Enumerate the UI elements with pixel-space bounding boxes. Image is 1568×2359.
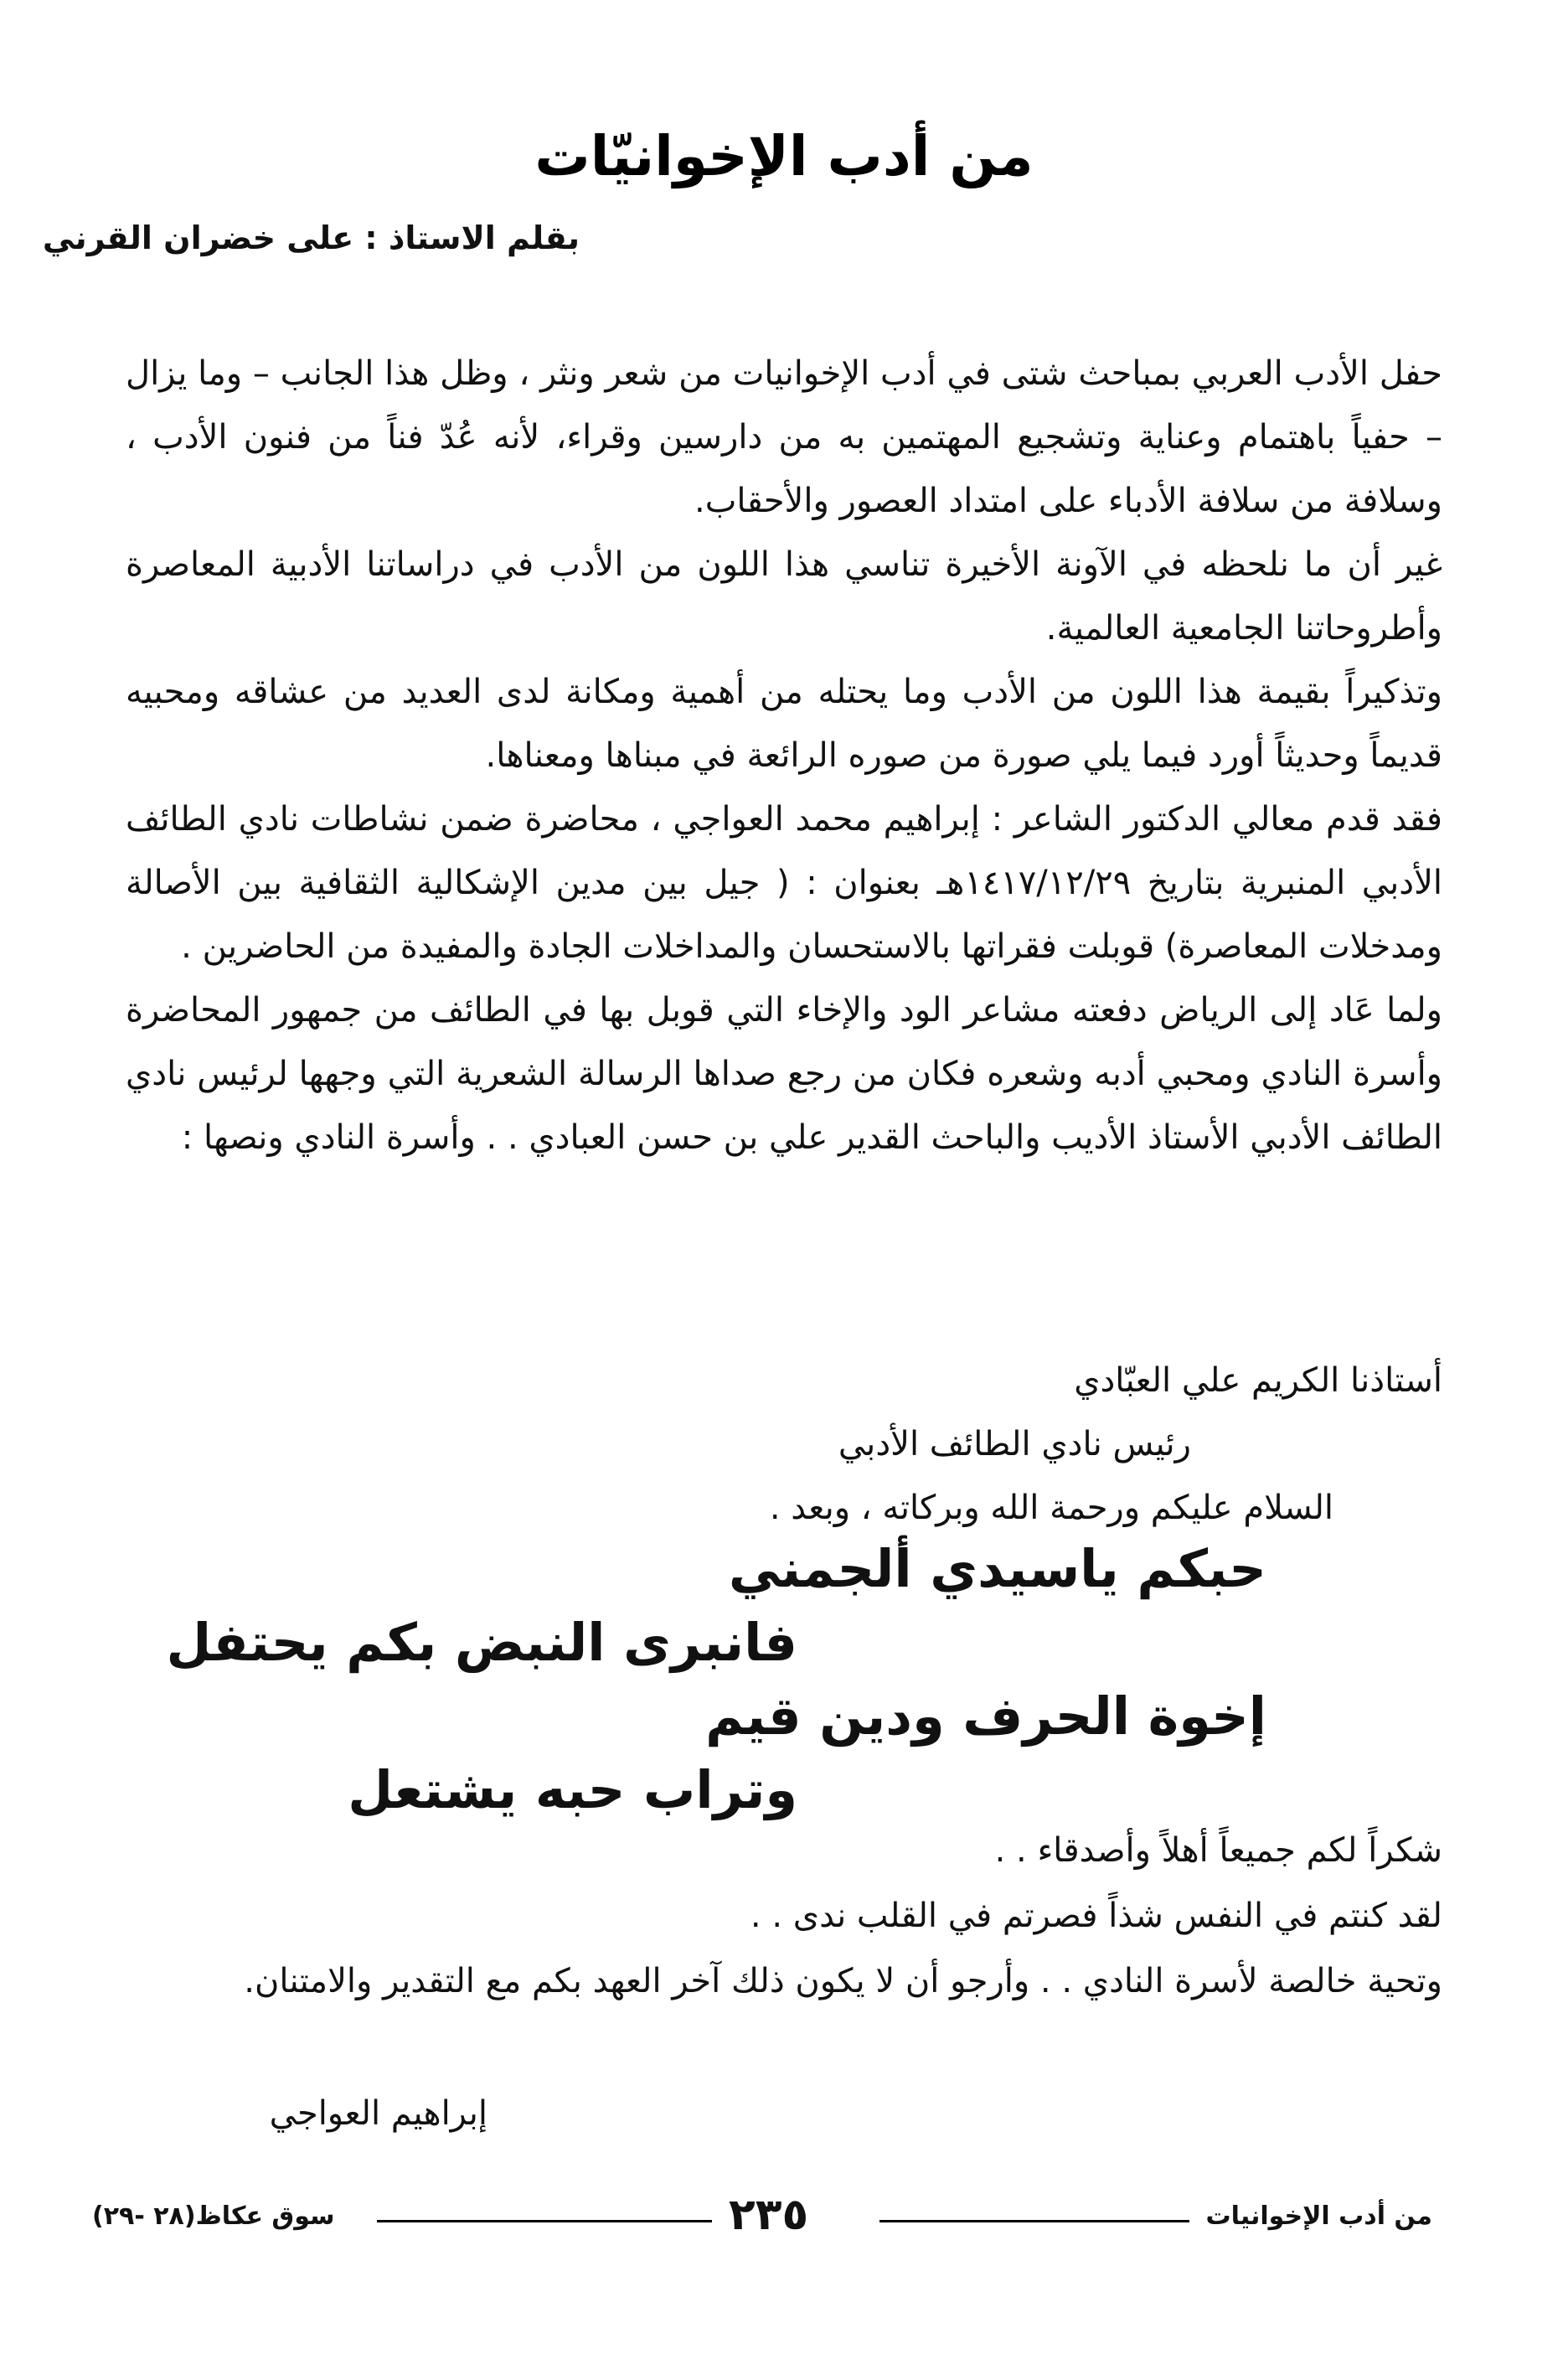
- page-number: ٢٣٥: [729, 2190, 809, 2240]
- poem-verse-4: وتراب حبه يشتعل: [348, 1759, 797, 1820]
- paragraph: وتذكيراً بقيمة هذا اللون من الأدب وما يحتله من أهمية ومكانة لدى العديد من عشاقه ومحبيه قديماً وحديثاً أورد فيما يلي صورة من صوره الرائعة في مبناها ومعناها.: [126, 673, 1442, 775]
- footer-section-title: من أدب الإخوانيات: [1205, 2202, 1432, 2231]
- closing-line: وتحية خالصة لأسرة النادي . . وأرجو أن لا يكون ذلك آخر العهد بكم مع التقدير والامتنان.: [244, 1962, 1442, 2000]
- poem-verse-3: إخوة الحرف ودين قيم: [705, 1685, 1266, 1747]
- footer-issue: سوق عكاظ(٢٨ -٢٩): [92, 2202, 335, 2231]
- letter-position: رئيس نادي الطائف الأدبي: [838, 1425, 1191, 1463]
- closing-line: لقد كنتم في النفس شذاً فصرتم في القلب ندى . .: [750, 1897, 1442, 1935]
- poem-verse-2: فانبرى النبض بكم يحتفل: [166, 1612, 797, 1673]
- footer-rule: [879, 2220, 1189, 2222]
- letter-addressee: أستاذنا الكريم علي العبّادي: [1074, 1361, 1442, 1400]
- closing-line: شكراً لكم جميعاً أهلاً وأصدقاء . .: [994, 1831, 1442, 1870]
- page-footer: [92, 2190, 1432, 2243]
- footer-rule: [377, 2220, 712, 2222]
- signature: إبراهيم العواجي: [269, 2094, 487, 2133]
- paragraph: فقد قدم معالي الدكتور الشاعر : إبراهيم محمد العواجي ، محاضرة ضمن نشاطات نادي الطائف الأدبي المنبرية بتاريخ ١٤١٧/١٢/٢٩هـ بعنوان : ( جيل بين مدين الإشكالية الثقافية بين الأصالة ومدخلات المعاصرة) قوبلت فقراتها بالاستحسان والمداخلات الجادة والمفيدة من الحاضرين .: [126, 800, 1443, 966]
- paragraph: ولما عَاد إلى الرياض دفعته مشاعر الود والإخاء التي قوبل بها في الطائف من جمهور المحاضرة وأسرة النادي ومحبي أدبه وشعره فكان من رجع صداها الرسالة الشعرية التي وجهها لرئيس نادي الطائف الأدبي الأستاذ الأديب والباحث القدير علي بن حسن العبادي . . وأسرة النادي ونصها :: [126, 991, 1442, 1157]
- article-body: [126, 342, 1442, 1169]
- author-byline: بقلم الاستاذ : على خضران القرني: [42, 219, 580, 256]
- article-title: من أدب الإخوانيّات: [534, 124, 1034, 188]
- poem-verse-1: حبكم ياسيدي ألجمني: [728, 1538, 1266, 1599]
- letter-greeting: السلام عليكم ورحمة الله وبركاته ، وبعد .: [769, 1489, 1333, 1527]
- paragraph: غير أن ما نلحظه في الآونة الأخيرة تناسي هذا اللون من الأدب في دراساتنا الأدبية المعاصرة وأطروحاتنا الجامعية العالمية.: [126, 545, 1442, 648]
- paragraph: حفل الأدب العربي بمباحث شتى في أدب الإخوانيات من شعر ونثر ، وظل هذا الجانب – وما يزال – حفياً باهتمام وعناية وتشجيع المهتمين به من دارسين وقراء، لأنه عُدّ فناً من فنون الأدب ، وسلافة من سلافة الأدباء على امتداد العصور والأحقاب.: [126, 354, 1442, 520]
- closing-text: [126, 1818, 1442, 2014]
